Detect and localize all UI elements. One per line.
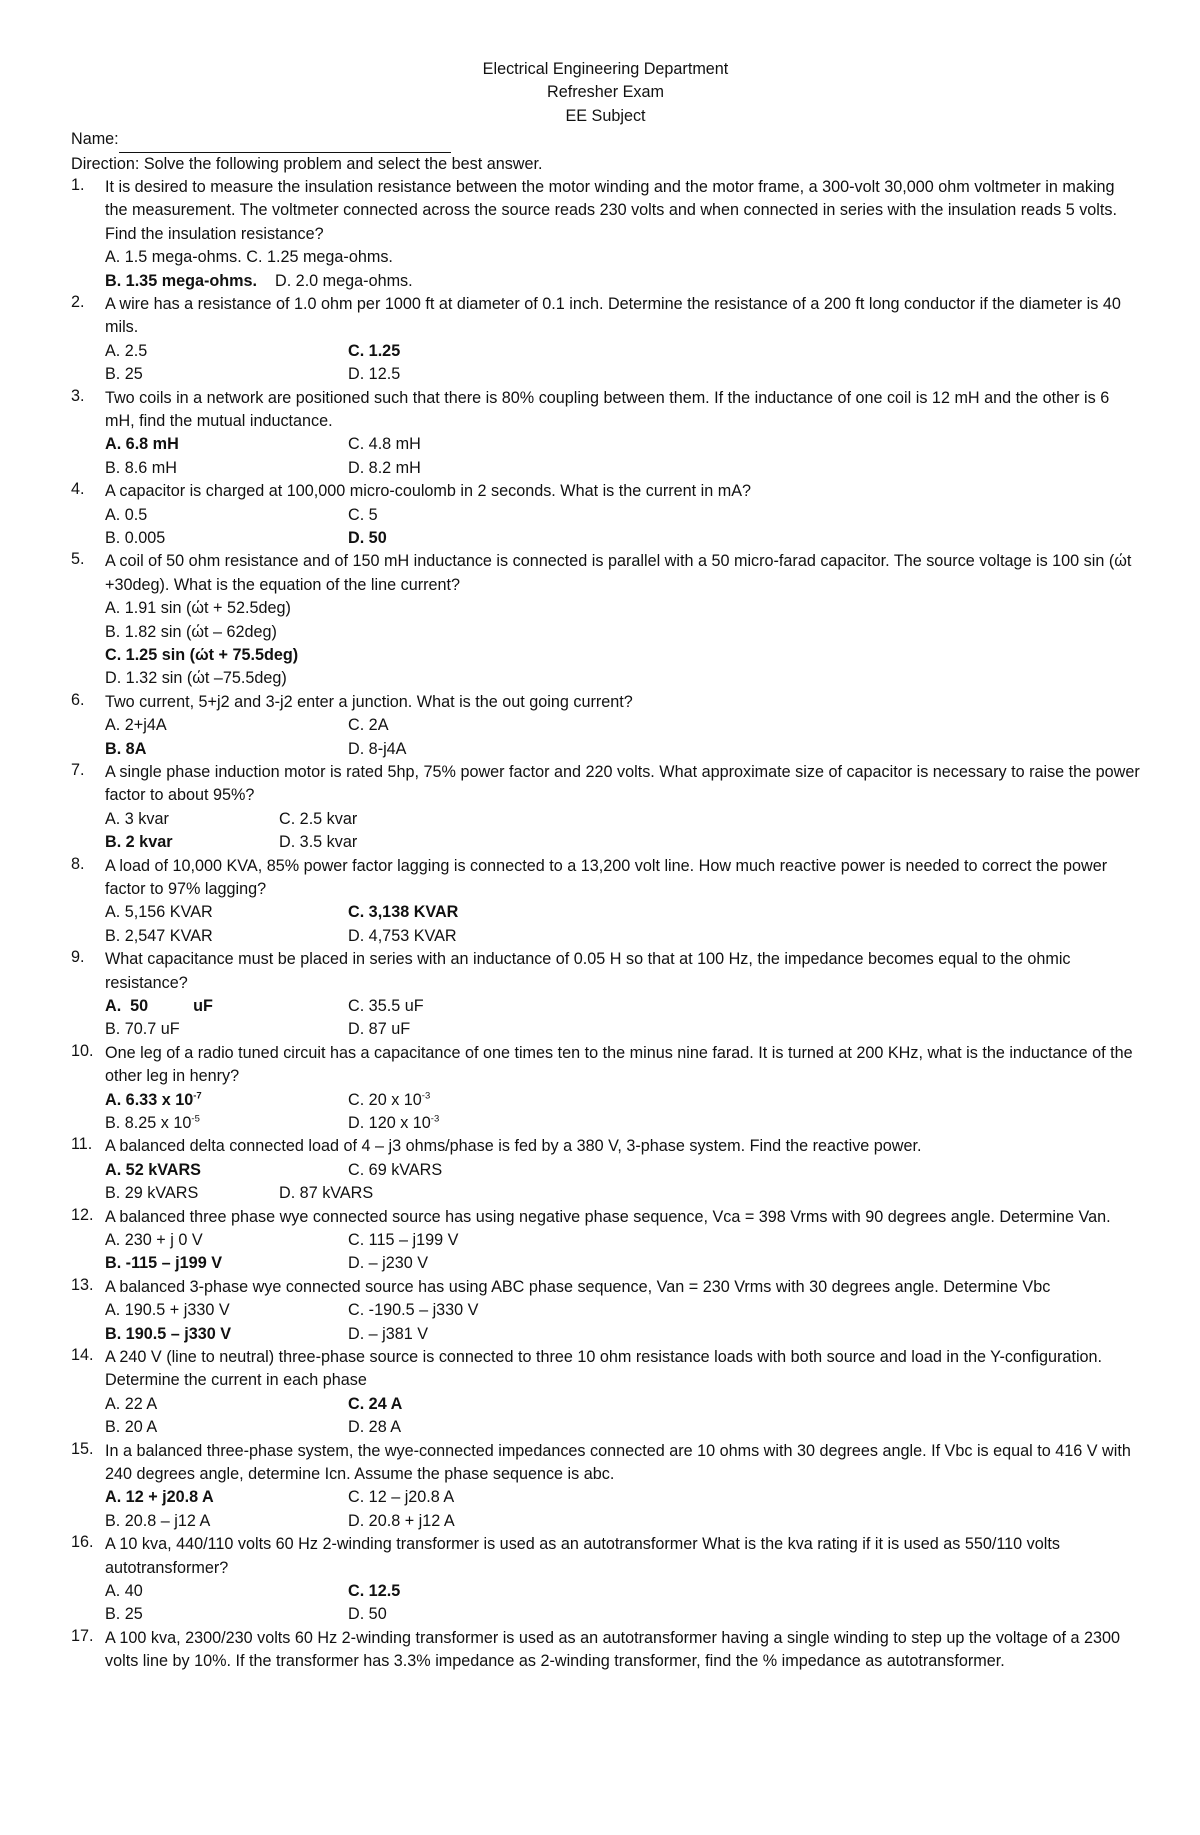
option-a: A. 1.91 sin (ώt + 52.5deg) <box>105 599 291 618</box>
option-c: C. -190.5 – j330 V <box>348 1301 479 1320</box>
question-text: A load of 10,000 KVA, 85% power factor lagging is connected to a 13,200 volt line. How much reactive power is needed to correct the power factor to 97% lagging? <box>105 856 1108 898</box>
question-number: 7. <box>71 760 85 779</box>
question-number: 12. <box>71 1205 94 1224</box>
question-number: 16. <box>71 1533 94 1552</box>
name-label: Name: <box>71 130 119 149</box>
option-c-exponent: -3 <box>421 1090 431 1102</box>
question-text: A balanced delta connected load of 4 – j3 ohms/phase is fed by a 380 V, 3-phase system. Find the reactive power. <box>105 1137 922 1156</box>
option-b: B. 25 <box>105 365 143 384</box>
option-c: C. 3,138 KVAR <box>348 903 459 922</box>
option-d-exponent: -3 <box>430 1113 440 1125</box>
option-a-exponent: -7 <box>193 1090 202 1102</box>
question-text: Two coils in a network are positioned such that there is 80% coupling between them. If the inductance of one coil is 12 mH and the other is 6 mH, find the mutual inductance. <box>105 388 1110 431</box>
question-1 <box>71 176 1140 293</box>
option-d: D. 28 A <box>348 1418 402 1437</box>
question-7 <box>71 761 1140 855</box>
option-c: C. 5 <box>348 505 378 524</box>
option-b: B. 20.8 – j12 A <box>105 1511 211 1530</box>
header-subject: EE Subject <box>565 106 646 125</box>
question-number: 4. <box>71 480 85 499</box>
option-b: B. 8A <box>105 739 147 758</box>
option-c: C. 24 A <box>348 1394 403 1413</box>
question-15 <box>71 1440 1140 1534</box>
option-d: D. 87 uF <box>348 1020 411 1039</box>
question-13 <box>71 1276 1140 1346</box>
option-c: C. 12 – j20.8 A <box>348 1488 455 1507</box>
question-text: In a balanced three-phase system, the wye-connected impedances connected are 10 ohms with 30 degrees angle. If Vbc is equal to 416 V with 240 degrees angle, determine Icn. Assume the phase sequence is abc. <box>105 1441 1131 1483</box>
question-text: A coil of 50 ohm resistance and of 150 mH inductance is connected is parallel with a 50 micro-farad capacitor. The source voltage is 100 sin (ώt +30deg). What is the equation of the line current? <box>105 552 1132 594</box>
question-16 <box>71 1533 1140 1627</box>
option-b: B. -115 – j199 V <box>105 1254 222 1273</box>
option-a-base: A. 6.33 x 10 <box>105 1090 194 1109</box>
option-d-base: D. 120 x 10 <box>348 1113 431 1132</box>
option-d: D. 2.0 mega-ohms. <box>275 271 413 290</box>
option-b: B. 29 kVARS <box>105 1184 199 1203</box>
question-number: 3. <box>71 386 85 405</box>
option-a: A. 3 kvar <box>105 809 169 828</box>
option-b: B. 1.35 mega-ohms. <box>105 271 258 290</box>
question-6 <box>71 691 1140 761</box>
question-12 <box>71 1206 1140 1276</box>
question-number: 6. <box>71 690 85 709</box>
name-field[interactable] <box>71 128 1140 152</box>
option-b: B. 8.6 mH <box>105 458 177 477</box>
header-department: Electrical Engineering Department <box>482 60 729 78</box>
header-exam-title: Refresher Exam <box>547 83 664 102</box>
question-text: A 10 kva, 440/110 volts 60 Hz 2-winding transformer is used as an autotransformer What is the kva rating if it is used as 550/110 volts autotransformer? <box>105 1535 1060 1577</box>
question-text: A 100 kva, 2300/230 volts 60 Hz 2-winding transformer is used as an autotransformer having a single winding to step up the voltage of a 2300 volts line by 10%. If the transformer has 3.3% impedance as 2-winding transformer, find the % impedance as autotransformer. <box>105 1628 1121 1671</box>
question-text: A single phase induction motor is rated 5hp, 75% power factor and 220 volts. What approximate size of capacitor is necessary to raise the power factor to about 95%? <box>105 762 1140 805</box>
question-number: 2. <box>71 293 85 312</box>
question-number: 13. <box>71 1275 94 1294</box>
question-text: A 240 V (line to neutral) three-phase source is connected to three 10 ohm resistance loads with both source and load in the Y-configuration. Determine the current in each phase <box>105 1347 1103 1390</box>
question-number: 5. <box>71 550 85 569</box>
option-a <box>105 1089 202 1112</box>
option-c: C. 115 – j199 V <box>348 1230 459 1249</box>
option-c <box>348 1089 430 1112</box>
option-b-base: B. 8.25 x 10 <box>105 1113 192 1132</box>
option-d: D. – j381 V <box>348 1324 429 1343</box>
option-b-exponent: -5 <box>191 1113 200 1125</box>
option-b: B. 70.7 uF <box>105 1020 180 1039</box>
option-a: A. 40 <box>105 1581 143 1600</box>
option-c: C. 2A <box>348 716 389 735</box>
option-d: D. 1.32 sin (ώt –75.5deg) <box>105 669 287 688</box>
question-number: 1. <box>71 176 85 195</box>
option-d <box>348 1112 439 1135</box>
option-a: A. 50 uF <box>105 996 213 1015</box>
question-number: 15. <box>71 1439 94 1458</box>
option-c: C. 2.5 kvar <box>279 809 358 828</box>
option-d: D. 8-j4A <box>348 739 407 758</box>
question-2 <box>71 293 1140 387</box>
question-5 <box>71 550 1140 690</box>
option-b: B. 2 kvar <box>105 833 173 852</box>
option-a: A. 22 A <box>105 1394 158 1413</box>
option-c: C. 1.25 <box>348 341 401 360</box>
question-text: What capacitance must be placed in series with an inductance of 0.05 H so that at 100 Hz, the impedance becomes equal to the ohmic resistance? <box>105 950 1071 992</box>
question-11 <box>71 1135 1140 1205</box>
option-d: D. 20.8 + j12 A <box>348 1511 455 1530</box>
question-17 <box>71 1627 1140 1674</box>
option-d: D. 87 kVARS <box>279 1184 374 1203</box>
option-b: B. 20 A <box>105 1418 158 1437</box>
question-text: A capacitor is charged at 100,000 micro-coulomb in 2 seconds. What is the current in mA? <box>105 482 752 501</box>
option-d: D. 4,753 KVAR <box>348 926 457 945</box>
option-c-base: C. 20 x 10 <box>348 1090 422 1109</box>
option-c: C. 35.5 uF <box>348 996 424 1015</box>
option-d: D. 12.5 <box>348 365 401 384</box>
question-text: Two current, 5+j2 and 3-j2 enter a junction. What is the out going current? <box>105 692 633 711</box>
option-b: B. 0.005 <box>105 529 166 548</box>
option-d: D. – j230 V <box>348 1254 429 1273</box>
question-8 <box>71 855 1140 949</box>
question-text: One leg of a radio tuned circuit has a capacitance of one times ten to the minus nine farad. It is turned at 200 KHz, what is the inductance of the other leg in henry? <box>105 1043 1133 1086</box>
option-b: B. 1.82 sin (ώt – 62deg) <box>105 622 277 641</box>
question-number: 11. <box>71 1135 93 1154</box>
option-c: C. 69 kVARS <box>348 1160 443 1179</box>
option-d: D. 50 <box>348 1605 387 1624</box>
option-a: A. 190.5 + j330 V <box>105 1301 230 1320</box>
question-10 <box>71 1042 1140 1136</box>
question-number: 14. <box>71 1345 94 1364</box>
option-d: D. 3.5 kvar <box>279 833 358 852</box>
option-a: A. 2.5 <box>105 341 148 360</box>
option-a: A. 52 kVARS <box>105 1160 201 1179</box>
option-d: D. 50 <box>348 529 387 548</box>
question-number: 9. <box>71 948 85 967</box>
option-b <box>105 1112 200 1135</box>
option-c: C. 12.5 <box>348 1581 401 1600</box>
question-14 <box>71 1346 1140 1440</box>
question-9 <box>71 948 1140 1042</box>
question-number: 8. <box>71 854 85 873</box>
question-4 <box>71 480 1140 550</box>
option-a: A. 5,156 KVAR <box>105 903 213 922</box>
question-text: It is desired to measure the insulation resistance between the motor winding and the motor frame, a 300-volt 30,000 ohm voltmeter in making the measurement. The voltmeter connected across the source reads 230 volts and when connected in series with the insulation reads 5 volts. Find the insulation resistance? <box>105 178 1117 243</box>
option-a: A. 2+j4A <box>105 716 167 735</box>
question-number: 17. <box>71 1626 94 1645</box>
option-c: C. 1.25 sin (ώt + 75.5deg) <box>105 646 299 664</box>
options-row: A. 1.5 mega-ohms. C. 1.25 mega-ohms. <box>105 248 393 267</box>
option-a: A. 12 + j20.8 A <box>105 1488 214 1507</box>
question-text: A balanced three phase wye connected source has using negative phase sequence, Vca = 398 Vrms with 90 degrees angle. Determine Van. <box>105 1207 1111 1226</box>
option-b: B. 25 <box>105 1605 143 1624</box>
option-b: B. 2,547 KVAR <box>105 926 213 945</box>
option-d: D. 8.2 mH <box>348 458 421 477</box>
name-blank-line[interactable] <box>119 128 451 152</box>
question-number: 10. <box>71 1041 94 1060</box>
question-text: A wire has a resistance of 1.0 ohm per 1000 ft at diameter of 0.1 inch. Determine the resistance of a 200 ft long conductor if the diameter is 40 mils. <box>105 295 1121 337</box>
option-a: A. 6.8 mH <box>105 435 179 454</box>
option-a: A. 230 + j 0 V <box>105 1230 203 1249</box>
option-b: B. 190.5 – j330 V <box>105 1324 231 1343</box>
option-a: A. 0.5 <box>105 505 148 524</box>
question-text: A balanced 3-phase wye connected source has using ABC phase sequence, Van = 230 Vrms with 30 degrees angle. Determine Vbc <box>105 1277 1051 1296</box>
option-c: C. 4.8 mH <box>348 435 421 454</box>
question-3 <box>71 387 1140 481</box>
direction-text: Direction: Solve the following problem and select the best answer. <box>71 154 543 173</box>
